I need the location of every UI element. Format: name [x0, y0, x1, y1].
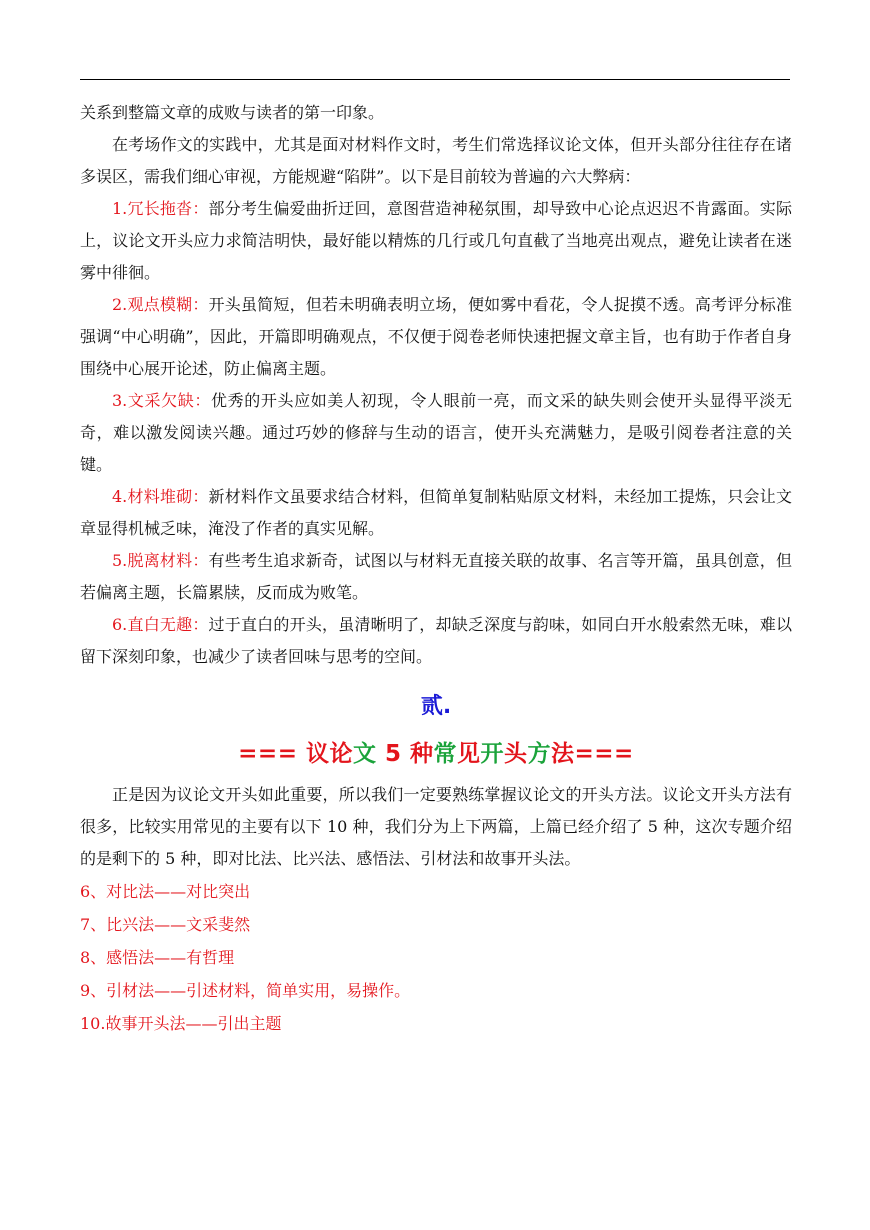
title-part: 开: [480, 741, 505, 767]
paragraph-intro: 在考场作文的实践中，尤其是面对材料作文时，考生们常选择议论文体，但开头部分往往存在诸多误区，需我们细心审视，方能规避“陷阱”。以下是目前较为普遍的六大弊病：: [80, 135, 792, 186]
problem-label: 2.观点模糊：: [112, 295, 209, 314]
problem-text: 优秀的开头应如美人初现，令人眼前一亮，而文采的缺失则会使开头显得平淡无奇，难以激发阅读兴趣。通过巧妙的修辞与生动的语言，使开头充满魅力，是吸引阅卷者注意的关键。: [80, 391, 792, 474]
method-item: 8、感悟法——有哲理: [80, 948, 235, 967]
title-part: 常: [433, 741, 458, 767]
title-parts: [306, 741, 575, 767]
problem-label: 5.脱离材料：: [112, 551, 209, 570]
title-part: 头: [504, 741, 528, 767]
problem-label: 3.文采欠缺：: [112, 391, 211, 410]
document-body: [80, 97, 792, 1040]
problem-paragraph: [80, 289, 792, 385]
problem-paragraph: [80, 545, 792, 609]
method-item: 7、比兴法——文采斐然: [80, 915, 251, 934]
problem-paragraph: [80, 481, 792, 545]
section-number: 贰.: [420, 694, 452, 719]
problem-label: 4.材料堆砌：: [112, 487, 209, 506]
problem-text: 过于直白的开头，虽清晰明了，却缺乏深度与韵味，如同白开水般索然无味，难以留下深刻印象，也减少了读者回味与思考的空间。: [80, 615, 792, 666]
methods-list: [80, 875, 792, 1040]
title-part: 文: [352, 741, 377, 767]
problem-text: 开头虽简短，但若未明确表明立场，便如雾中看花，令人捉摸不透。高考评分标准强调“中心明确”，因此，开篇即明确观点，不仅便于阅卷老师快速把握文章主旨，也有助于作者自身围绕中心展开论述，防止偏离主题。: [80, 295, 792, 378]
title-part: 法: [551, 741, 575, 767]
title-part: 议论: [305, 741, 353, 767]
method-item: 10.故事开头法——引出主题: [80, 1014, 282, 1033]
title-suffix: ===: [574, 741, 634, 767]
header-rule: [80, 79, 790, 80]
section-title: [80, 739, 792, 769]
problem-text: 新材料作文虽要求结合材料，但简单复制粘贴原文材料，未经加工提炼，只会让文章显得机械乏味，淹没了作者的真实见解。: [80, 487, 792, 538]
title-prefix: ===: [238, 741, 306, 767]
problem-text: 有些考生追求新奇，试图以与材料无直接关联的故事、名言等开篇，虽具创意，但若偏离主题，长篇累牍，反而成为败笔。: [80, 551, 792, 602]
problem-label: 1.冗长拖沓：: [112, 199, 209, 218]
problem-paragraph: [80, 609, 792, 673]
problem-paragraph: [80, 385, 792, 481]
problem-paragraph: [80, 193, 792, 289]
intro-line: 关系到整篇文章的成败与读者的第一印象。: [80, 103, 385, 122]
title-part: 见: [457, 741, 481, 767]
title-part: 5 种: [376, 741, 434, 767]
title-part: 方: [527, 741, 552, 767]
method-item: 6、对比法——对比突出: [80, 882, 251, 901]
problem-label: 6.直白无趣：: [112, 615, 209, 634]
method-item: 9、引材法——引述材料，简单实用，易操作。: [80, 981, 411, 1000]
paragraph-methods: 正是因为议论文开头如此重要，所以我们一定要熟练掌握议论文的开头方法。议论文开头方法有很多，比较实用常见的主要有以下 10 种，我们分为上下两篇，上篇已经介绍了 5 种，这次专题介绍的是剩下的 5 种，即对比法、比兴法、感悟法、引材法和故事开头法。: [80, 785, 792, 868]
problem-text: 部分考生偏爱曲折迂回，意图营造神秘氛围，却导致中心论点迟迟不肯露面。实际上，议论文开头应力求简洁明快，最好能以精炼的几行或几句直截了当地亮出观点，避免让读者在迷雾中徘徊。: [80, 199, 792, 282]
